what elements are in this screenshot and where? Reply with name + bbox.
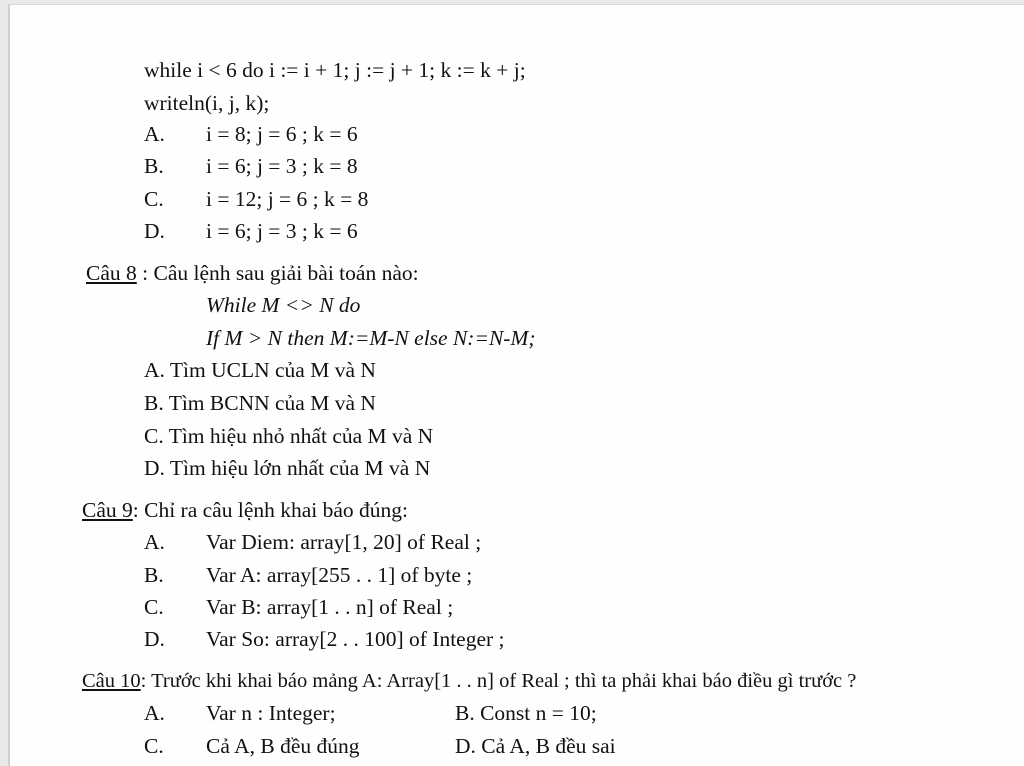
q8-option-d: D. Tìm hiệu lớn nhất của M và N — [144, 456, 431, 480]
q9-option-a: Var Diem: array[1, 20] of Real ; — [206, 530, 482, 554]
q7-option-c: i = 12; j = 6 ; k = 8 — [206, 187, 369, 211]
q7-code-line-1: while i < 6 do i := i + 1; j := j + 1; k := k + j; — [144, 58, 526, 82]
q8-option-b: B. Tìm BCNN của M và N — [144, 391, 376, 415]
q10-option-d: D. Cả A, B đều sai — [455, 734, 616, 758]
q8-option-a: A. Tìm UCLN của M và N — [144, 358, 376, 382]
q9-option-b: Var A: array[255 . . 1] of byte ; — [206, 563, 473, 587]
q10-option-a: Var n : Integer; — [206, 701, 336, 725]
q9-option-c-letter: C. — [144, 595, 164, 619]
q9-question — [82, 497, 408, 523]
q10-option-c-letter: C. — [144, 734, 164, 758]
q8-question — [86, 260, 419, 286]
q10-option-a-letter: A. — [144, 701, 165, 725]
q8-option-c: C. Tìm hiệu nhỏ nhất của M và N — [144, 424, 434, 448]
q9-option-d: Var So: array[2 . . 100] of Integer ; — [206, 627, 505, 651]
q7-option-a-letter: A. — [144, 122, 165, 146]
q8-label: Câu 8 — [86, 261, 137, 285]
q9-option-a-letter: A. — [144, 530, 165, 554]
q7-option-a: i = 8; j = 6 ; k = 6 — [206, 122, 358, 146]
q7-option-d: i = 6; j = 3 ; k = 6 — [206, 219, 358, 243]
q9-option-d-letter: D. — [144, 627, 165, 651]
q9-text: : Chỉ ra câu lệnh khai báo đúng: — [132, 498, 409, 522]
document-page — [8, 4, 1024, 766]
q9-option-c: Var B: array[1 . . n] of Real ; — [206, 595, 454, 619]
q7-code-line-2: writeln(i, j, k); — [144, 91, 270, 115]
q10-option-c: Cả A, B đều đúng — [206, 734, 360, 758]
q7-option-c-letter: C. — [144, 187, 164, 211]
q7-option-b-letter: B. — [144, 154, 164, 178]
q8-text: : Câu lệnh sau giải bài toán nào: — [136, 261, 419, 285]
q7-option-b: i = 6; j = 3 ; k = 8 — [206, 154, 358, 178]
q7-option-d-letter: D. — [144, 219, 165, 243]
q10-question — [82, 668, 856, 694]
q10-text: : Trước khi khai báo mảng A: Array[1 . . n] of Real ; thì ta phải khai báo điều gì trước ? — [140, 670, 857, 692]
q9-label: Câu 9 — [82, 498, 133, 522]
q10-option-b: B. Const n = 10; — [455, 701, 597, 725]
q8-code-line-2: If M > N then M:=M-N else N:=N-M; — [206, 326, 536, 350]
q8-code-line-1: While M <> N do — [206, 293, 361, 317]
q9-option-b-letter: B. — [144, 563, 164, 587]
q10-label: Câu 10 — [82, 670, 141, 692]
